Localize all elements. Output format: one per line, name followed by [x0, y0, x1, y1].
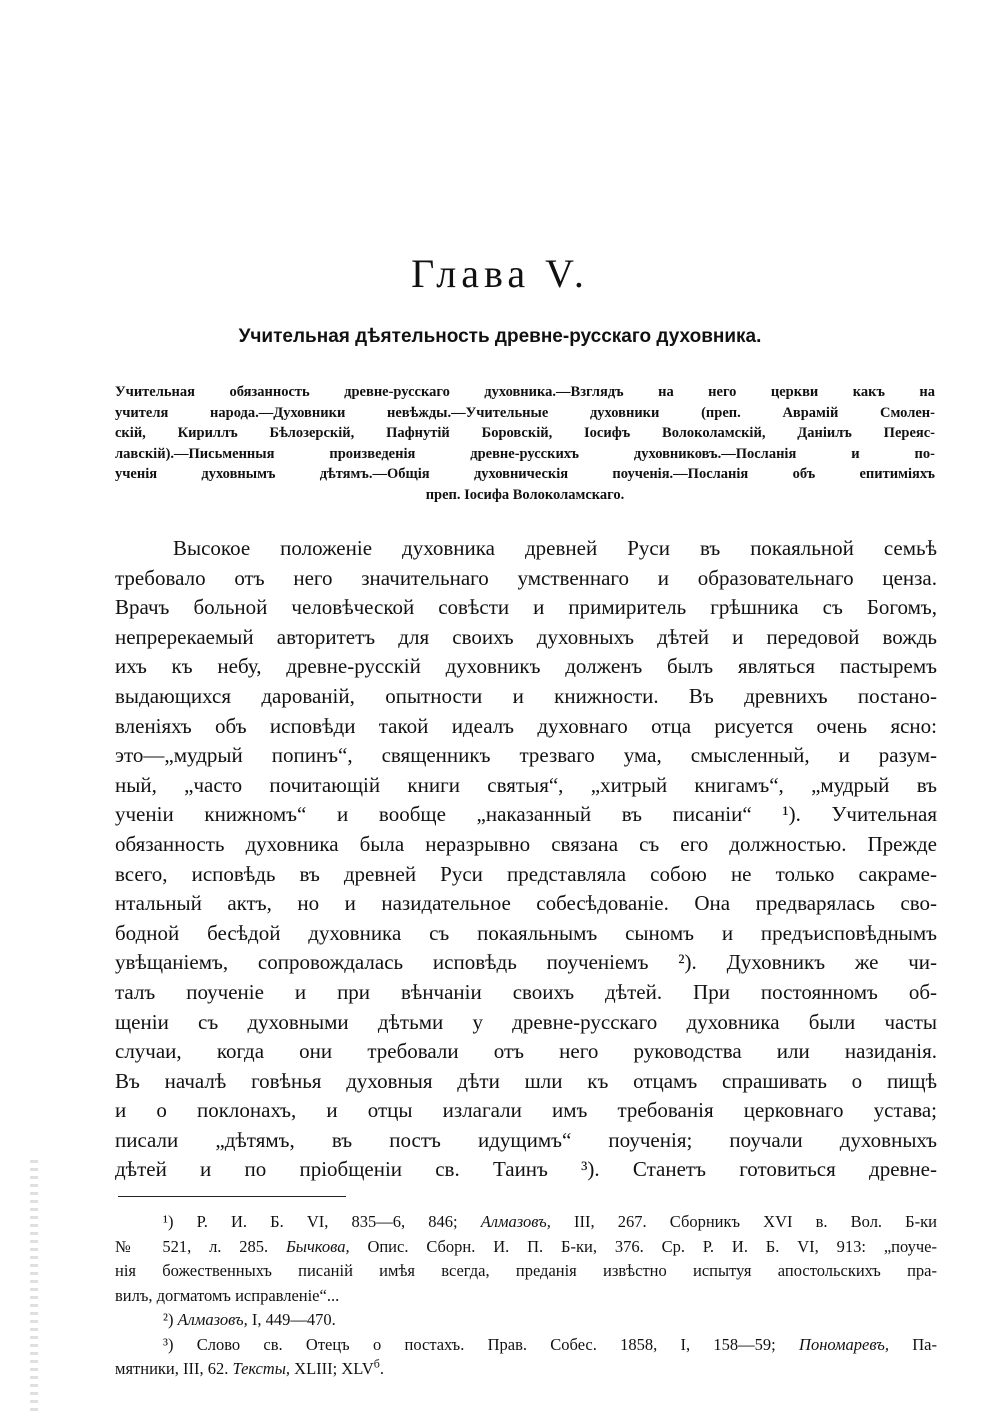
body-line: ный, „часто почитающій книги святыя“, „хитрый книгамъ“, „мудрый въ [115, 772, 937, 797]
footnote-2 [115, 1308, 937, 1333]
footnote-text: Р. И. Б. VI, 835—6, 846; [196, 1212, 481, 1231]
body-line: Въ началѣ говѣнья духовныя дѣти шли къ отцамъ спрашивать о пищѣ [115, 1068, 937, 1093]
footnote-mark: ¹) [163, 1212, 174, 1231]
footnote-mark: ³) [163, 1334, 174, 1354]
footnote-line [115, 1357, 937, 1382]
summary-line: лавскій).—Письменныя произведенія древне-русскихъ духовниковъ.—Посланія и по- [115, 445, 935, 462]
chapter-summary [115, 382, 935, 505]
summary-line: ученія духовнымъ дѣтямъ.—Общія духовническія поученія.—Посланія объ епитиміяхъ [115, 466, 935, 482]
body-line: случаи, когда они требовали отъ него руководства или назиданія. [115, 1039, 937, 1064]
body-line: щеніи съ духовными дѣтьми у древне-русскаго духовника были часты [115, 1009, 937, 1034]
summary-line: учителя народа.—Духовники невѣжды.—Учительные духовники (преп. Аврамій Смолен- [115, 404, 935, 421]
footnote-author: Бычкова, [286, 1236, 350, 1256]
footnote-text: XLIII; XLV [290, 1359, 374, 1378]
footnote-text: III, 267. Сборникъ XVI в. Вол. Б-ки [550, 1212, 937, 1231]
body-text [115, 534, 937, 1185]
body-line: бодной бесѣдой духовника съ покаяльнымъ сыномъ и предъисповѣднымъ [115, 920, 937, 945]
body-line: обязанность духовника была неразрывно связана съ его должностью. Прежде [115, 831, 937, 856]
body-line: вленіяхъ объ исповѣди такой идеалъ духовнаго отца рисуется очень ясно: [115, 713, 937, 738]
footnote-text: мятники, III, 62. [115, 1359, 233, 1378]
footnote-line [115, 1333, 937, 1358]
footnote-text: № 521, л. 285. [115, 1236, 287, 1256]
footnote-author: Пономаревъ, [799, 1334, 889, 1354]
footnote-author: Тексты, [232, 1359, 291, 1378]
footnote-text: . [379, 1359, 384, 1378]
body-line: ученіи книжномъ“ и вообще „наказанный въ писаніи“ ¹). Учительная [115, 802, 937, 827]
footnote-line: нія божественныхъ писаній имѣя всегда, преданія извѣстно испытуя апостольскихъ пра- [115, 1261, 937, 1280]
footnote-divider [118, 1196, 346, 1197]
footnote-author: Алмазовъ, [480, 1212, 551, 1231]
footnotes [115, 1210, 937, 1382]
footnote-line [115, 1210, 937, 1235]
body-line: выдающихся дарованій, опытности и книжности. Въ древнихъ постано- [115, 683, 937, 708]
body-line: требовало отъ него значительнаго умственнаго и образовательнаго ценза. [115, 565, 937, 590]
chapter-title: Глава V. [411, 251, 589, 296]
body-line: непререкаемый авторитетъ для своихъ духовныхъ дѣтей и передовой вождь [115, 624, 937, 649]
body-line: всего, исповѣдь въ древней Руси представляла собою не только сакраме- [115, 861, 937, 886]
body-line: Высокое положеніе духовника древней Руси въ покаяльной семьѣ [173, 536, 937, 560]
body-line: нтальный актъ, но и назидательное собесѣдованіе. Она предварялась сво- [115, 891, 937, 916]
body-line: дѣтей и по пріобщеніи св. Таинъ ³). Станетъ готовиться древне- [115, 1157, 937, 1182]
footnote-text: Слово св. Отецъ о постахъ. Прав. Собес. 1858, I, 158—59; [196, 1334, 800, 1354]
body-line: это—„мудрый попинъ“, священникъ трезваго ума, смысленный, и разум- [115, 743, 937, 768]
summary-line: преп. Іосифа Волоколамскаго. [425, 486, 625, 503]
scan-margin-marks [30, 1160, 38, 1413]
footnote-1 [115, 1210, 937, 1308]
body-line: ихъ къ небу, древне-русскій духовникъ долженъ былъ являться пастыремъ [115, 654, 937, 679]
body-line: талъ поученіе и при вѣнчаніи своихъ дѣтей. При постоянномъ об- [115, 979, 937, 1004]
footnote-superscript: б [373, 1356, 380, 1371]
footnote-author: Алмазовъ, [177, 1310, 248, 1329]
body-line: и о поклонахъ, и отцы излагали имъ требованія церковнаго устава; [115, 1098, 937, 1123]
summary-line: скій, Кириллъ Бѣлозерскій, Пафнутій Боровскій, Іосифъ Волоколамскій, Даніилъ Переяс- [115, 425, 935, 441]
footnote-line [115, 1308, 937, 1333]
footnote-line: вилъ, догматомъ исправленіе“... [115, 1285, 340, 1305]
footnote-text: Па- [889, 1334, 937, 1354]
footnote-3 [115, 1333, 937, 1382]
body-line: писали „дѣтямъ, въ постъ идущимъ“ поученія; поучали духовныхъ [115, 1127, 937, 1152]
footnote-text: I, 449—470. [247, 1310, 336, 1329]
body-line: увѣщаніемъ, сопровождалась исповѣдь поученіемъ ²). Духовникъ же чи- [115, 950, 937, 975]
body-line: Врачъ больной человѣческой совѣсти и примиритель грѣшника съ Богомъ, [115, 595, 937, 620]
footnote-text: Опис. Сборн. И. П. Б-ки, 376. Ср. Р. И. Б. VI, 913: „поуче- [349, 1236, 937, 1256]
chapter-subtitle: Учительная дѣятельность древне-русскаго духовника. [238, 326, 762, 347]
footnote-line [115, 1235, 937, 1260]
summary-line: Учительная обязанность древне-русскаго духовника.—Взглядъ на него церкви какъ на [115, 384, 935, 400]
footnote-mark: ²) [163, 1310, 174, 1329]
